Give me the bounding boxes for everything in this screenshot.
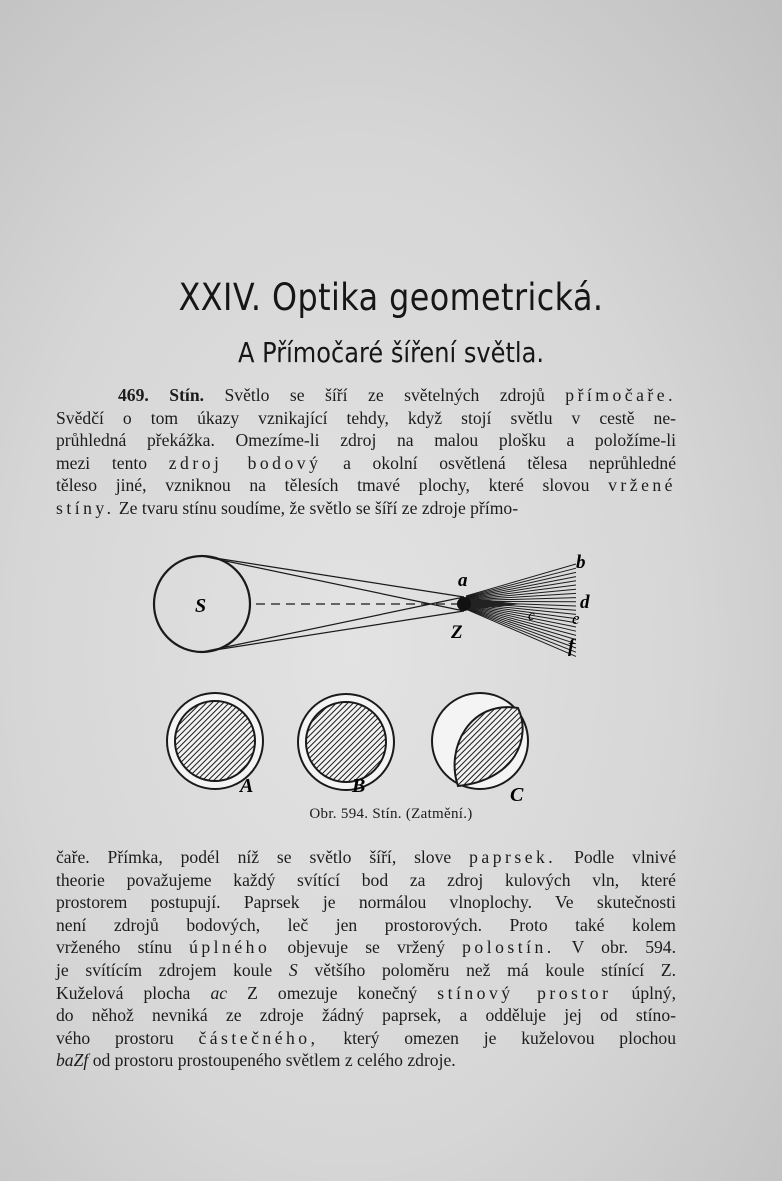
text-segment: který omezen je kuželovou plochou <box>343 1027 676 1048</box>
label-upper-b: B <box>352 775 366 797</box>
text-segment: čaře. Přímka, podél níž se světlo šíří, slove <box>56 847 452 867</box>
label-upper-a: A <box>240 775 254 797</box>
text-line <box>56 936 676 959</box>
paragraph-continued <box>56 846 676 1072</box>
text-segment: úplný, <box>631 982 676 1003</box>
label-f: f <box>568 636 575 657</box>
variable-bazf: baZf <box>56 1050 89 1071</box>
text-line <box>56 474 676 497</box>
label-z: Z <box>451 622 463 643</box>
paragraph-number: 469. <box>118 385 149 405</box>
spaced-term: stínový prostor <box>437 982 612 1003</box>
occluding-sphere <box>457 597 471 611</box>
text-segment: V obr. 594. <box>571 937 676 958</box>
text-line: není zdrojů bodových, leč jen prostorových. Proto také kolem <box>56 914 676 935</box>
text-segment: Ze tvaru stínu soudíme, že světlo se šíří ze zdroje přímo- <box>118 497 519 518</box>
text-line: do něhož nevniká ze zdroje žádný paprsek, a odděluje jej od stíno- <box>56 1005 676 1026</box>
label-a: a <box>458 570 468 591</box>
text-segment: vrženého stínu <box>56 937 172 958</box>
variable-ac: ac <box>210 982 228 1003</box>
label-d: d <box>580 592 590 613</box>
label-s: S <box>195 595 207 617</box>
chapter-title: XXIV. Optika geometrická. <box>178 276 604 319</box>
shadow-figure <box>140 548 610 808</box>
spaced-term: přímočaře. <box>565 385 676 405</box>
text-segment: většího poloměru než má koule stínící Z. <box>314 959 676 980</box>
text-line: průhledná překážka. Omezíme-li zdroj na malou plošku a položíme-li <box>56 430 676 451</box>
figure-caption: Obr. 594. Stín. (Zatmění.) <box>309 806 473 822</box>
text-line <box>56 452 676 475</box>
text-line: prostorem postupují. Paprsek je normálou vlnoplochy. Ve skutečnosti <box>56 892 676 913</box>
cone-ray <box>466 581 576 599</box>
text-segment: mezi tento <box>56 452 148 473</box>
spaced-term: paprsek. <box>469 847 557 867</box>
eclipse-partial <box>432 693 528 789</box>
spaced-term: vržené <box>608 475 676 496</box>
label-upper-c: C <box>510 784 524 806</box>
paragraph-469 <box>56 384 676 520</box>
label-b: b <box>576 552 586 573</box>
text-line: theorie považujeme každý svítící bod za zdroj kulových vln, které <box>56 869 676 890</box>
text-line: Svědčí o tom úkazy vznikající tehdy, když stojí světlu v cestě ne- <box>56 407 676 428</box>
text-segment: Podle vlnivé <box>574 847 677 867</box>
text-segment: vého prostoru <box>56 1027 174 1048</box>
text-line <box>56 1049 676 1072</box>
text-segment: je svítícím zdrojem koule <box>56 959 273 980</box>
text-segment: Světlo se šíří ze světelných zdrojů <box>224 385 545 405</box>
text-line <box>56 982 676 1005</box>
cone-ray <box>466 572 576 597</box>
label-c: c <box>528 608 535 624</box>
cone-ray <box>466 606 576 635</box>
spaced-term: částečného, <box>198 1027 319 1048</box>
text-line <box>56 1027 676 1050</box>
variable-s: S <box>288 959 298 980</box>
spaced-term: polostín. <box>462 937 555 958</box>
text-line <box>56 497 676 520</box>
text-segment: těleso jiné, vzniknou na tělesích tmavé plochy, které slovou <box>56 475 590 496</box>
text-line <box>56 846 676 869</box>
text-line <box>56 384 676 407</box>
text-segment: Z omezuje konečný <box>247 982 418 1003</box>
section-title: A Přímočaré šíření světla. <box>237 336 545 369</box>
eclipse-annular <box>298 694 394 790</box>
text-segment: od prostoru prostoupeného světlem z celého zdroje. <box>92 1050 456 1071</box>
spaced-term: stíny. <box>56 497 115 518</box>
cone-ray <box>466 609 576 653</box>
spaced-term: úplného <box>189 937 271 958</box>
paragraph-heading: Stín. <box>169 385 204 405</box>
text-segment: Kuželová plocha <box>56 982 191 1003</box>
text-segment: a okolní osvětlená tělesa neprůhledné <box>343 452 676 473</box>
text-segment: objevuje se vržený <box>287 937 445 958</box>
label-e: e <box>572 609 580 628</box>
text-line <box>56 959 676 982</box>
spaced-term: zdroj bodový <box>168 452 322 473</box>
shadow-cone-rays <box>466 564 576 656</box>
